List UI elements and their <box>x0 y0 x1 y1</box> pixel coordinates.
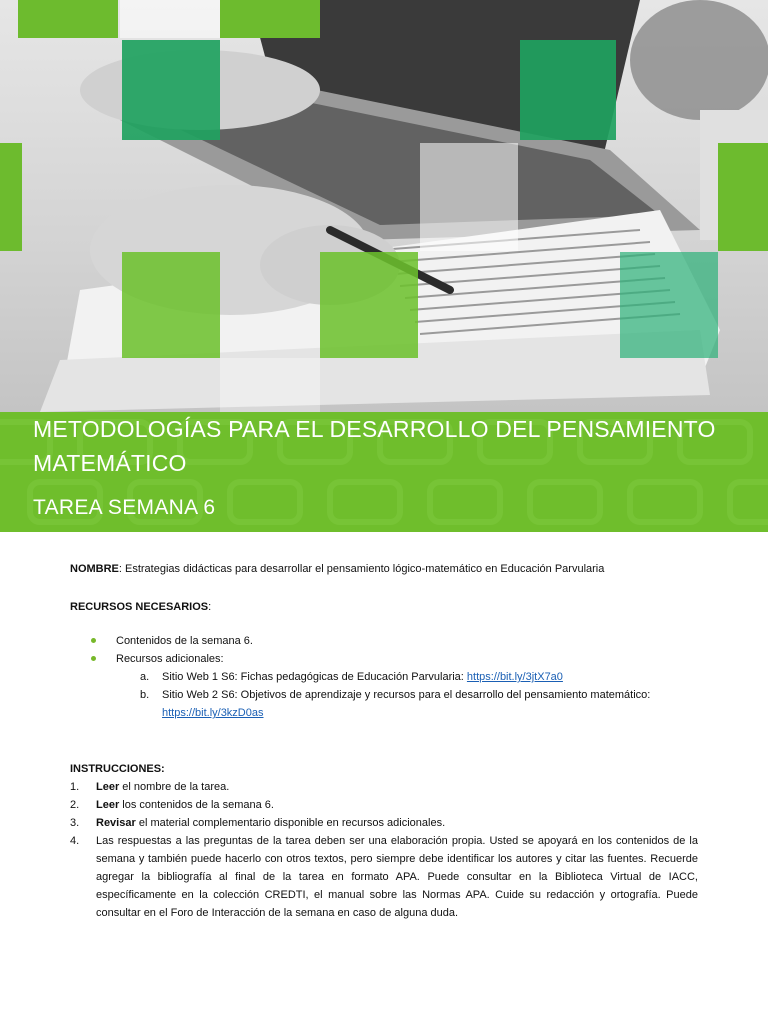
step-text: los contenidos de la semana 6. <box>119 799 274 811</box>
sublist-text: Sitio Web 1 S6: Fichas pedagógicas de Educación Parvularia: <box>162 671 467 683</box>
deco-square <box>0 143 22 251</box>
deco-square <box>320 252 418 358</box>
document-body <box>70 560 698 922</box>
sublist-item <box>70 686 698 722</box>
sitio-web-1-link[interactable]: https://bit.ly/3jtX7a0 <box>466 671 563 683</box>
sublist-item <box>70 668 698 686</box>
sublist-marker: b. <box>140 689 150 701</box>
list-item <box>70 832 698 922</box>
sublist-marker: a. <box>140 671 150 683</box>
recursos-heading <box>70 598 698 616</box>
recursos-label: RECURSOS NECESARIOS <box>70 601 209 613</box>
sitio-web-2-link[interactable]: https://bit.ly/3kzD0as <box>162 707 264 719</box>
instrucciones-section <box>70 760 698 922</box>
list-item <box>70 814 698 832</box>
list-item <box>70 650 698 668</box>
recursos-list <box>70 632 698 668</box>
deco-square <box>18 0 118 38</box>
step-verb: Leer <box>96 799 120 811</box>
deco-square <box>220 0 320 38</box>
sublist-text: Sitio Web 2 S6: Objetivos de aprendizaje y recursos para el desarrollo del pensamiento matemático: <box>162 689 651 701</box>
bullet-icon <box>91 656 96 661</box>
list-item <box>70 632 698 650</box>
hero-image <box>0 0 768 412</box>
deco-square <box>718 143 768 251</box>
nombre-line <box>70 560 698 578</box>
step-text: Las respuestas a las preguntas de la tarea deben ser una elaboración propia. Usted se apoyará en los contenidos de la semana y también puede hacerlo con otros textos, pero siempre debe identificar los autores y citar las fuentes. Recuerde agregar la bibliografía al final de la tarea en formato APA. Puede consultar en la Biblioteca Virtual de IACC, específicamente en la colección CREDTI, el manual sobre las Normas APA. Cuide su redacción y ortografía. Puede consultar en el Foro de Interacción de la semana en caso de alguna duda. <box>96 835 698 919</box>
instrucciones-label: INSTRUCCIONES: <box>70 763 165 775</box>
list-item <box>70 796 698 814</box>
step-number: 4. <box>70 835 80 847</box>
recursos-sublist <box>70 668 698 722</box>
instrucciones-list <box>70 778 698 922</box>
title-band <box>0 412 768 532</box>
document-subtitle: TAREA SEMANA 6 <box>33 496 216 519</box>
nombre-label: NOMBRE <box>70 563 119 575</box>
deco-square <box>620 252 718 358</box>
step-number: 1. <box>70 781 80 793</box>
list-item-text: Recursos adicionales: <box>116 653 224 665</box>
step-verb: Leer <box>96 781 120 793</box>
deco-square <box>122 252 220 358</box>
list-item <box>70 778 698 796</box>
deco-square <box>420 143 518 251</box>
deco-square <box>122 40 220 140</box>
document-title: METODOLOGÍAS PARA EL DESARROLLO DEL PENSAMIENTO MATEMÁTICO <box>33 416 716 476</box>
step-verb: Revisar <box>96 817 136 829</box>
list-item-text: Contenidos de la semana 6. <box>116 635 253 647</box>
step-text: el nombre de la tarea. <box>119 781 230 793</box>
deco-square <box>120 0 220 38</box>
step-number: 2. <box>70 799 80 811</box>
recursos-colon: : <box>208 601 212 613</box>
step-text: el material complementario disponible en recursos adicionales. <box>135 817 446 829</box>
deco-square <box>220 358 320 412</box>
nombre-value: : Estrategias didácticas para desarrollar el pensamiento lógico-matemático en Educación Parvularia <box>118 563 605 575</box>
deco-square <box>520 40 616 140</box>
bullet-icon <box>91 638 96 643</box>
step-number: 3. <box>70 817 80 829</box>
recursos-section <box>70 598 698 722</box>
